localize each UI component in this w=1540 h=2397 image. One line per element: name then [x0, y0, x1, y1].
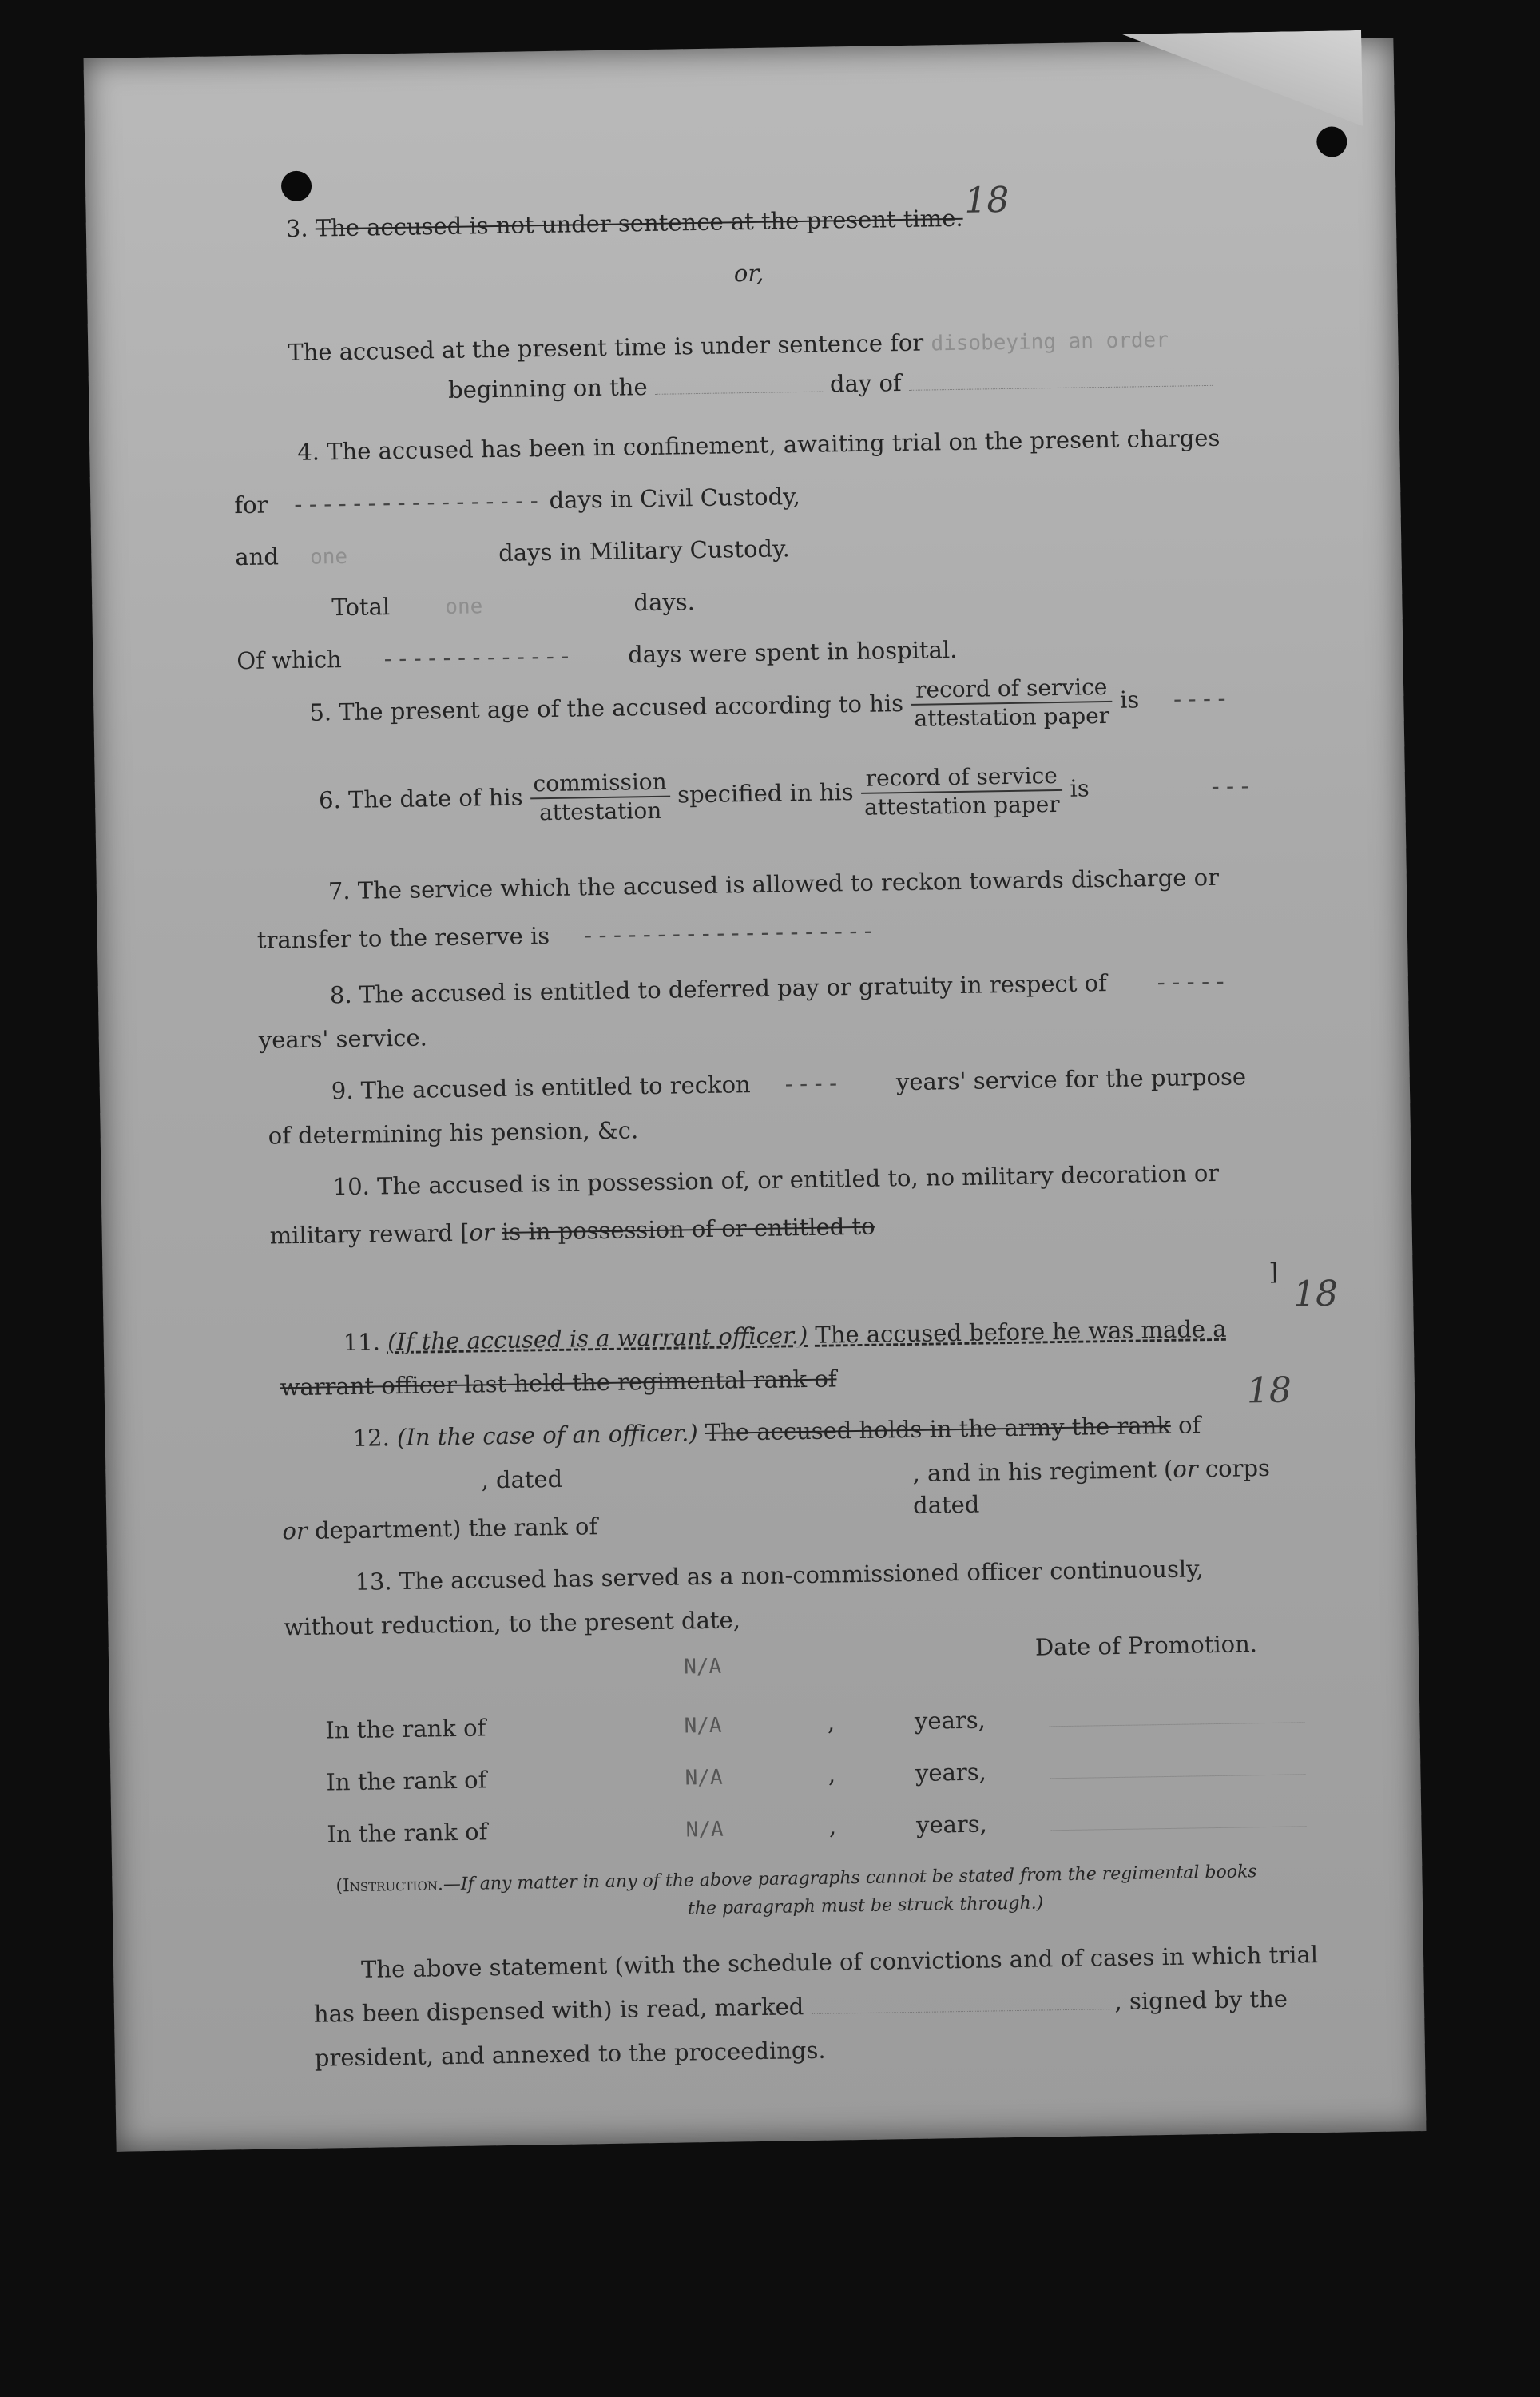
rank-row-label: In the rank of	[326, 1766, 487, 1796]
para12-line2	[481, 1454, 1270, 1494]
rank-row-label: In the rank of	[325, 1714, 486, 1744]
instruction-line1	[335, 1862, 1257, 1896]
para4-total	[331, 588, 695, 621]
para12-line3	[282, 1513, 597, 1544]
para4-hospital-dash: -------------	[380, 642, 574, 673]
para3-day-blank	[655, 374, 823, 395]
rank-row-date-blank	[1049, 1704, 1304, 1727]
para13-text1: The accused has served as a non-commissioned officer continuously,	[399, 1555, 1205, 1596]
para5-line	[309, 672, 1230, 742]
para12-number: 12.	[352, 1424, 391, 1452]
para9-text2: years' service for the purpose	[895, 1063, 1247, 1096]
para8-text1: The accused is entitled to deferred pay or gratuity in respect of	[359, 969, 1108, 1008]
para4-for: for	[234, 491, 268, 519]
closing-marked-blank	[811, 1991, 1114, 2014]
para9-line2: of determining his pension, &c.	[268, 1116, 639, 1150]
para12-dept: department) the rank of	[314, 1513, 598, 1544]
rank-row-2	[326, 1753, 1305, 1795]
para6-number: 6.	[318, 786, 342, 814]
para4-text: The accused has been in confinement, awaiting trial on the present charges	[326, 423, 1220, 466]
para4-civil	[234, 483, 800, 519]
closing-line2	[314, 1986, 1288, 2028]
closing-line1: The above statement (with the schedule of convictions and of cases in which trial	[360, 1941, 1319, 1983]
para4-days: days.	[633, 588, 696, 617]
para6-dash: ---	[1208, 772, 1253, 801]
para8-line1	[330, 968, 1228, 1009]
para13-line2: without reduction, to the present date,	[284, 1606, 741, 1641]
para8-number: 8.	[329, 980, 352, 1009]
para7-line1	[328, 864, 1220, 905]
handwritten-mark-1: 18	[964, 179, 1010, 221]
para7-text2: transfer to the reserve is	[256, 922, 550, 954]
para3-number: 3.	[285, 214, 308, 243]
para3-line1	[286, 205, 963, 242]
para4-of-which: Of which	[236, 646, 343, 675]
para4-and: and	[235, 543, 280, 571]
para12-of: of	[1177, 1411, 1201, 1439]
para13-line1	[355, 1555, 1204, 1596]
para4-civil-text: days in Civil Custody,	[549, 483, 801, 514]
para4-military	[235, 535, 790, 570]
rank-row-years: years,	[915, 1758, 987, 1787]
para6-frac2-bottom: attestation paper	[863, 790, 1060, 821]
para3-day-of: day of	[829, 369, 902, 398]
para5-frac-bottom: attestation paper	[914, 702, 1110, 732]
para6-fraction1	[530, 769, 670, 827]
para10-line2	[269, 1213, 875, 1250]
para3-or: or,	[733, 259, 764, 288]
para3-struck-text: The accused is not under sentence at the present time.	[315, 204, 963, 242]
para4-total-days: one	[445, 594, 483, 620]
rank-row-value: N/A	[685, 1765, 723, 1791]
rank-row-value: N/A	[684, 1713, 722, 1739]
para7-line2	[257, 917, 876, 954]
para12-line1	[352, 1411, 1201, 1452]
rank-row-1	[325, 1701, 1304, 1743]
para5-text: The present age of the accused according to his	[339, 690, 904, 726]
para4-military-text: days in Military Custody.	[498, 535, 791, 566]
para10-text2: military reward [	[269, 1218, 470, 1250]
para10-line1	[332, 1159, 1219, 1200]
rank-row-date-blank	[1050, 1756, 1305, 1779]
instruction-text1: —If any matter in any of the above paragraphs cannot be stated from the regimental books	[443, 1862, 1257, 1895]
para3-line3	[448, 364, 1213, 403]
rank-row-comma: ,	[828, 1812, 837, 1840]
para12-condition: (In the case of an officer.)	[396, 1419, 698, 1452]
closing-text2b: , signed by the	[1114, 1985, 1288, 2016]
para6-frac1-bottom: attestation	[538, 797, 662, 826]
para5-fraction	[911, 674, 1113, 733]
handwritten-mark-2: 18	[1292, 1273, 1339, 1315]
para12-or: or	[1173, 1455, 1198, 1483]
page-fold	[1121, 30, 1363, 130]
para11-number: 11.	[343, 1328, 381, 1357]
para6-fraction2	[860, 762, 1063, 821]
para4-number: 4.	[297, 438, 320, 466]
para13-date-head: Date of Promotion.	[1034, 1630, 1258, 1661]
para11-line1	[343, 1315, 1227, 1356]
para7-number: 7.	[327, 877, 351, 905]
para12-corps: corps	[1205, 1453, 1271, 1483]
para12-dated: , dated	[481, 1465, 563, 1494]
para4-military-days: one	[309, 544, 348, 570]
para10-text1: The accused is in possession of, or entitled to, no military decoration or	[376, 1159, 1220, 1200]
para13-number: 13.	[355, 1568, 392, 1596]
para5-is: is	[1119, 686, 1140, 714]
instruction-head: (Instruction.	[335, 1874, 444, 1897]
para12-regiment: , and in his regiment (	[912, 1455, 1173, 1487]
rank-row-label: In the rank of	[327, 1818, 488, 1848]
para5-frac-top: record of service	[911, 674, 1113, 706]
para13-na-top: N/A	[684, 1654, 722, 1679]
para4-hospital	[236, 636, 957, 674]
para10-bracket: ]	[1268, 1258, 1279, 1286]
para3-month-blank	[909, 368, 1213, 391]
para6-line	[319, 759, 1253, 829]
para11-text: The accused before he was made a	[815, 1314, 1227, 1349]
rank-row-years: years,	[914, 1706, 986, 1735]
para9-dash: ----	[781, 1069, 842, 1098]
rank-row-date-blank	[1050, 1808, 1306, 1831]
para7-text1: The service which the accused is allowed to reckon towards discharge or	[357, 863, 1220, 904]
para11-struck: warrant officer last held the regimental rank of	[280, 1365, 837, 1401]
para3-typed-offence: disobeying an order	[931, 328, 1169, 356]
para6-frac1-top: commission	[530, 769, 670, 800]
closing-text2a: has been dispensed with) is read, marked	[313, 1993, 804, 2028]
para9-line1	[331, 1063, 1247, 1104]
para3-line2	[288, 325, 1169, 366]
para5-number: 5.	[309, 698, 332, 726]
para6-text2: specified in his	[677, 778, 854, 809]
para10-or: or	[469, 1218, 495, 1246]
rank-row-value: N/A	[685, 1817, 724, 1842]
para4-civil-dash: -----------------	[291, 487, 542, 519]
closing-line3: president, and annexed to the proceedings.	[314, 2036, 826, 2072]
rank-row-years: years,	[915, 1810, 988, 1838]
para8-line2: years' service.	[258, 1024, 428, 1054]
para9-text1: The accused is entitled to reckon	[360, 1071, 751, 1104]
para12-dept-or: or	[282, 1517, 308, 1545]
handwritten-mark-3: 18	[1246, 1369, 1292, 1412]
para12-struck: The accused holds in the army the rank	[705, 1411, 1172, 1447]
para6-text1: The date of his	[347, 783, 523, 813]
rank-row-comma: ,	[828, 1760, 836, 1788]
rank-row-3	[327, 1805, 1306, 1847]
rank-row-comma: ,	[827, 1708, 835, 1736]
para6-frac2-top: record of service	[860, 762, 1062, 794]
para9-number: 9.	[331, 1076, 354, 1105]
para7-dash: --------------------	[581, 916, 876, 949]
punch-hole-right	[1316, 126, 1348, 157]
instruction-line2: the paragraph must be struck through.)	[687, 1893, 1044, 1919]
para4-line1	[297, 424, 1220, 466]
para3-text: The accused at the present time is under sentence for	[288, 328, 924, 367]
para5-dash: ----	[1170, 684, 1230, 713]
para6-is: is	[1070, 774, 1090, 802]
para3-beginning: beginning on the	[447, 373, 648, 403]
punch-hole-left	[281, 171, 312, 202]
para12-dated2: dated	[912, 1490, 980, 1519]
para11-condition: (If the accused is a warrant officer.)	[387, 1321, 808, 1356]
para10-struck: is in possession of or entitled to	[501, 1212, 875, 1246]
document-page	[84, 38, 1427, 2151]
para8-dash: -----	[1153, 967, 1228, 996]
para4-total-label: Total	[331, 593, 391, 622]
para4-hospital-text: days were spent in hospital.	[627, 635, 958, 669]
para10-number: 10.	[332, 1172, 371, 1201]
